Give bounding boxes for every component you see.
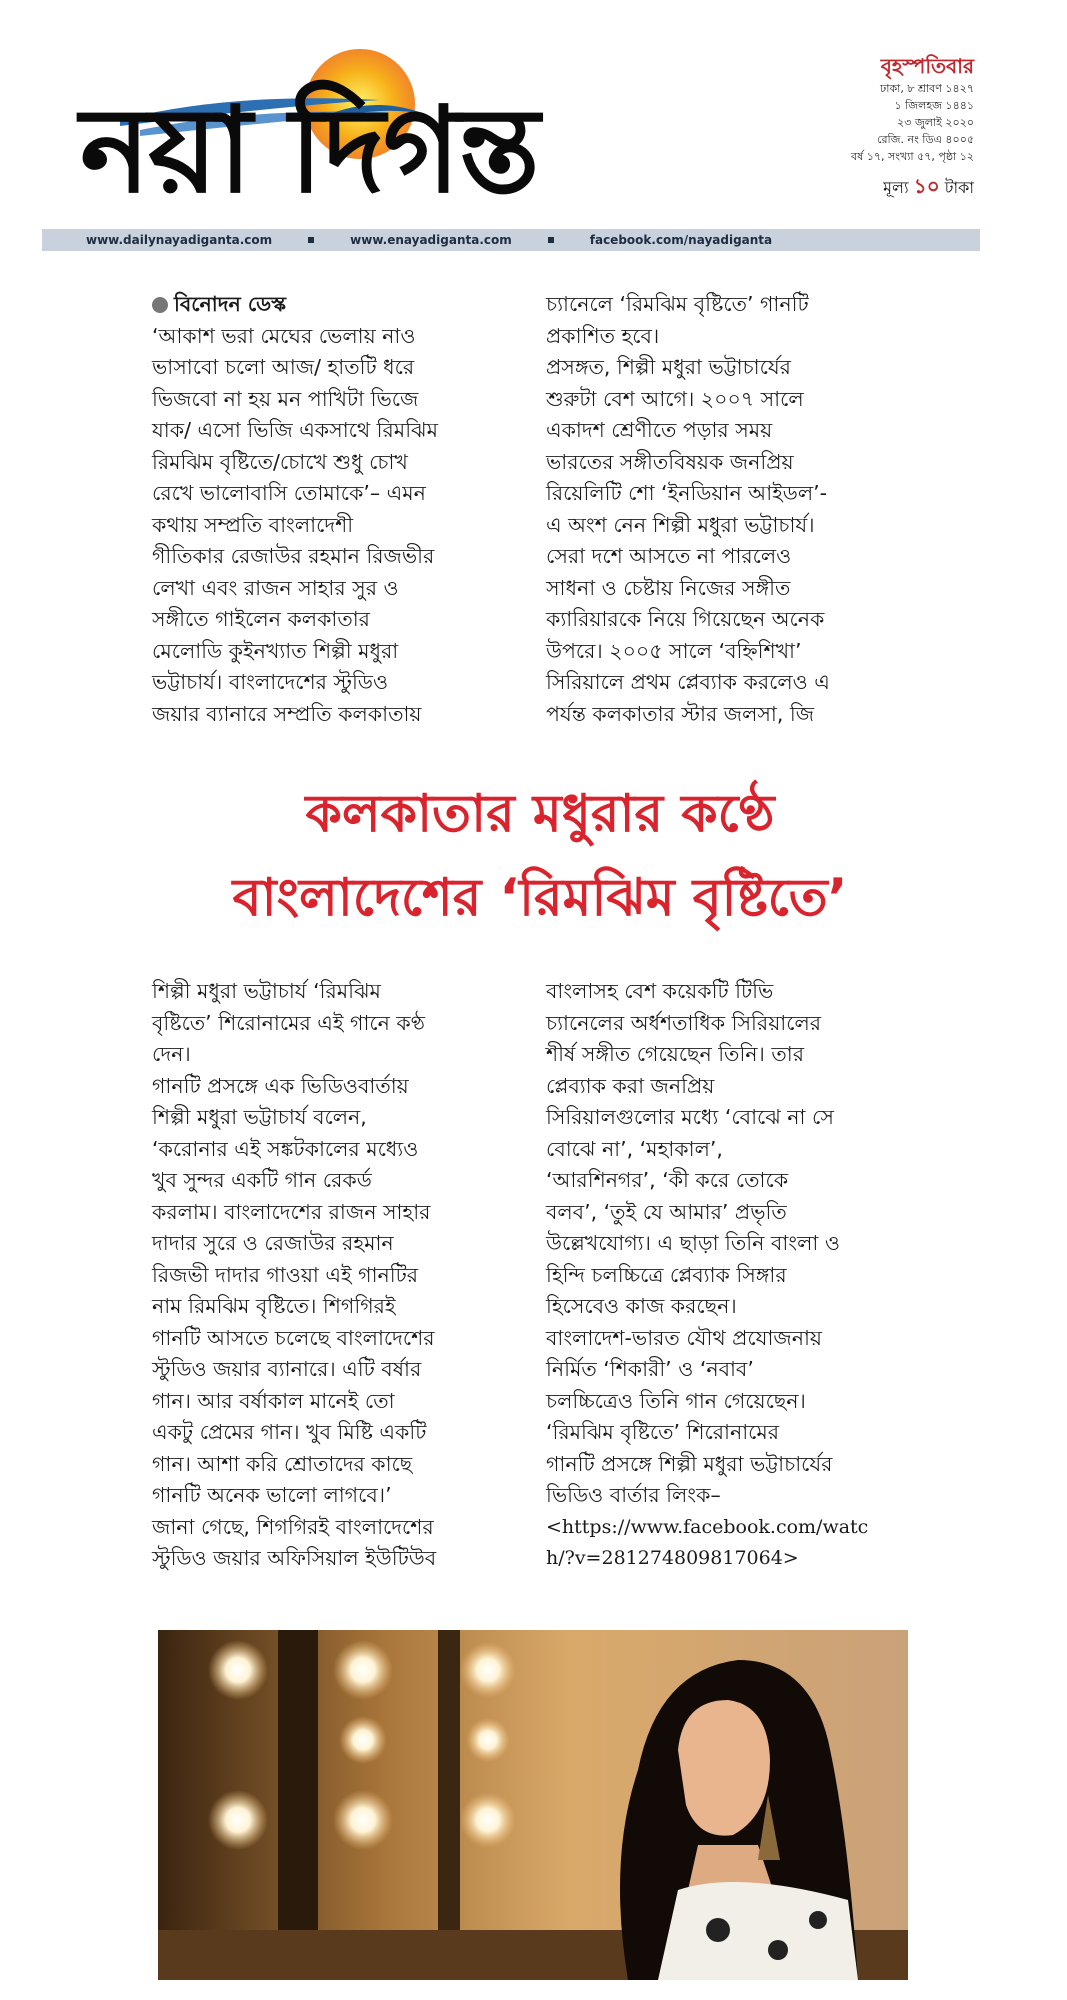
- text-line: রিজভী দাদার গাওয়া এই গানটির: [152, 1262, 419, 1287]
- text-line: সাধনা ও চেষ্টায় নিজের সঙ্গীত: [546, 575, 791, 600]
- text-line: গান। আর বর্ষাকাল মানেই তো: [152, 1388, 395, 1413]
- byline-text: বিনোদন ডেস্ক: [174, 292, 287, 316]
- text-line: এ অংশ নেন শিল্পী মধুরা ভট্টাচার্য।: [546, 512, 815, 537]
- text-line: বাংলাসহ বেশ কয়েকটি টিভি: [546, 979, 774, 1003]
- text-line: উল্লেখযোগ্য। এ ছাড়া তিনি বাংলা ও: [546, 1231, 840, 1255]
- text-line: বাংলাদেশ-ভারত যৌথ প্রযোজনায়: [546, 1325, 823, 1350]
- separator-square-icon: [548, 237, 554, 243]
- photo-illustration: [158, 1630, 908, 1980]
- text-line: ‘করোনার এই সঙ্কটকালের মধ্যেও: [152, 1136, 419, 1161]
- byline: [152, 289, 522, 321]
- url-bar: [42, 229, 980, 251]
- website-link[interactable]: www.dailynayadiganta.com: [86, 233, 273, 247]
- text-line: শিল্পী মধুরা ভট্টাচার্য ‘রিমঝিম: [152, 979, 381, 1003]
- text-line: হিসেবেও কাজ করছেন।: [546, 1294, 737, 1318]
- text-line: প্রসঙ্গত, শিল্পী মধুরা ভট্টাচার্যের: [546, 355, 791, 379]
- text-line: ক্যারিয়ারকে নিয়ে গিয়েছেন অনেক: [546, 607, 825, 631]
- text-line: গানটি প্রসঙ্গে শিল্পী মধুরা ভট্টাচার্যের: [546, 1451, 833, 1476]
- article-column-3: [152, 976, 522, 1575]
- text-line: গানটি প্রসঙ্গে এক ভিডিওবার্তায়: [152, 1073, 409, 1098]
- text-line: প্লেব্যাক করা জনপ্রিয়: [546, 1073, 715, 1098]
- price-value: ১০: [913, 174, 940, 198]
- headline-line-1: কলকাতার মধুরার কণ্ঠে: [305, 784, 775, 844]
- text-line: নির্মিত ‘শিকারী’ ও ‘নবাব’: [546, 1357, 754, 1381]
- issue-registration: রেজি. নং ডিএ ৪০০৫: [877, 133, 974, 146]
- text-line: রেখে ভালোবাসি তোমাকে’– এমন: [152, 481, 426, 505]
- text-line: একটু প্রেমের গান। খুব মিষ্টি একটি: [152, 1420, 427, 1444]
- text-line: মেলোডি কুইনখ্যাত শিল্পী মধুরা: [152, 638, 399, 663]
- text-line: ভিজবো না হয় মন পাখিটা ভিজে: [152, 386, 419, 411]
- issue-day: বৃহস্পতিবার: [880, 54, 974, 78]
- text-line: প্রকাশিত হবে।: [546, 323, 660, 348]
- text-line: খুব সুন্দর একটি গান রেকর্ড: [152, 1168, 372, 1192]
- epaper-link[interactable]: www.enayadiganta.com: [350, 233, 512, 247]
- text-line: ভিডিও বার্তার লিংক–: [546, 1483, 721, 1507]
- text-line: চ্যানেলের অর্ধশতাধিক সিরিয়ালের: [546, 1010, 822, 1035]
- text-line: চ্যানেলে ‘রিমঝিম বৃষ্টিতে’ গানটি: [546, 292, 809, 316]
- issue-volume: বর্ষ ১৭, সংখ্যা ৫৭, পৃষ্ঠা ১২: [851, 150, 974, 163]
- text-line: বৃষ্টিতে’ শিরোনামের এই গানে কণ্ঠ: [152, 1010, 425, 1035]
- issue-date-line: ঢাকা, ৮ শ্রাবণ ১৪২৭: [880, 82, 974, 95]
- text-line: ভারতের সঙ্গীতবিষয়ক জনপ্রিয়: [546, 449, 794, 474]
- text-line: কথায় সম্প্রতি বাংলাদেশী: [152, 512, 354, 537]
- video-link[interactable]: h/?v=281274809817064>: [546, 1547, 799, 1569]
- bullet-icon: [152, 297, 168, 313]
- text-line: রিমঝিম বৃষ্টিতে/চোখে শুধু চোখ: [152, 449, 408, 474]
- text-line: শীর্ষ সঙ্গীত গেয়েছেন তিনি। তার: [546, 1042, 804, 1066]
- text-line: ভাসাবো চলো আজ/ হাতটি ধরে: [152, 355, 415, 379]
- text-line: সিরিয়ালে প্রথম প্লেব্যাক করলেও এ: [546, 670, 830, 694]
- price-label: মূল্য: [883, 178, 909, 197]
- text-line: লেখা এবং রাজন সাহার সুর ও: [152, 575, 399, 600]
- text-line: গানটি আসতে চলেছে বাংলাদেশের: [152, 1325, 435, 1350]
- text-line: ‘রিমঝিম বৃষ্টিতে’ শিরোনামের: [546, 1420, 780, 1444]
- text-line: করলাম। বাংলাদেশের রাজন সাহার: [152, 1199, 431, 1224]
- separator-square-icon: [308, 237, 314, 243]
- article-column-2: [546, 289, 926, 730]
- text-line: বোঝে না’, ‘মহাকাল’,: [546, 1136, 723, 1161]
- headline: [140, 772, 940, 940]
- text-line: ‘আকাশ ভরা মেঘের ভেলায় নাও: [152, 323, 416, 348]
- text-line: ভট্টাচার্য। বাংলাদেশের স্টুডিও: [152, 670, 389, 694]
- text-line: রিয়েলিটি শো ‘ইনডিয়ান আইডল’-: [546, 481, 828, 505]
- article-column-1: [152, 289, 522, 730]
- text-line: হিন্দি চলচ্চিত্রে প্লেব্যাক সিঙ্গার: [546, 1262, 787, 1287]
- text-line: নাম রিমঝিম বৃষ্টিতে। শিগগিরই: [152, 1294, 396, 1318]
- text-line: স্টুডিও জয়ার ব্যানারে। এটি বর্ষার: [152, 1357, 422, 1381]
- text-line: ‘আরশিনগর’, ‘কী করে তোকে: [546, 1168, 789, 1192]
- issue-date-line: ২৩ জুলাই ২০২০: [897, 116, 974, 129]
- text-line: জানা গেছে, শিগগিরই বাংলাদেশের: [152, 1514, 434, 1539]
- text-line: গান। আশা করি শ্রোতাদের কাছে: [152, 1451, 413, 1476]
- text-line: শুরুটা বেশ আগে। ২০০৭ সালে: [546, 386, 804, 411]
- text-line: বলব’, ‘তুই যে আমার’ প্রভৃতি: [546, 1199, 787, 1224]
- text-line: একাদশ শ্রেণীতে পড়ার সময়: [546, 418, 773, 442]
- issue-price: [824, 175, 974, 199]
- text-line: সেরা দশে আসতে না পারলেও: [546, 544, 792, 568]
- newspaper-logo: নয়া দিগন্ত: [80, 80, 538, 219]
- text-line: যাক/ এসো ভিজি একসাথে রিমঝিম: [152, 418, 438, 442]
- text-line: সিরিয়ালগুলোর মধ্যে ‘বোঝে না সে: [546, 1105, 834, 1129]
- article-column-4: [546, 976, 926, 1575]
- text-line: দাদার সুরে ও রেজাউর রহমান: [152, 1231, 394, 1255]
- singer-photo: [158, 1630, 908, 1980]
- issue-date-line: ১ জিলহজ ১৪৪১: [894, 99, 974, 112]
- issue-info: [824, 52, 974, 199]
- text-line: স্টুডিও জয়ার অফিসিয়াল ইউটিউব: [152, 1546, 437, 1570]
- text-line: দেন।: [152, 1042, 191, 1066]
- headline-line-2: বাংলাদেশের ‘রিমঝিম বৃষ্টিতে’: [232, 868, 848, 928]
- price-unit: টাকা: [944, 178, 974, 197]
- text-line: চলচ্চিত্রেও তিনি গান গেয়েছেন।: [546, 1388, 806, 1413]
- text-line: উপরে। ২০০৫ সালে ‘বহ্নিশিখা’: [546, 638, 802, 663]
- video-link[interactable]: <https://www.facebook.com/watc: [546, 1515, 869, 1538]
- text-line: জয়ার ব্যানারে সম্প্রতি কলকাতায়: [152, 701, 422, 726]
- text-line: গানটি অনেক ভালো লাগবে।’: [152, 1483, 392, 1507]
- masthead: [40, 30, 980, 230]
- facebook-link[interactable]: facebook.com/nayadiganta: [589, 233, 773, 247]
- text-line: পর্যন্ত কলকাতার স্টার জলসা, জি: [546, 701, 815, 726]
- text-line: সঙ্গীতে গাইলেন কলকাতার: [152, 607, 370, 631]
- text-line: গীতিকার রেজাউর রহমান রিজভীর: [152, 544, 435, 568]
- text-line: শিল্পী মধুরা ভট্টাচার্য বলেন,: [152, 1105, 367, 1129]
